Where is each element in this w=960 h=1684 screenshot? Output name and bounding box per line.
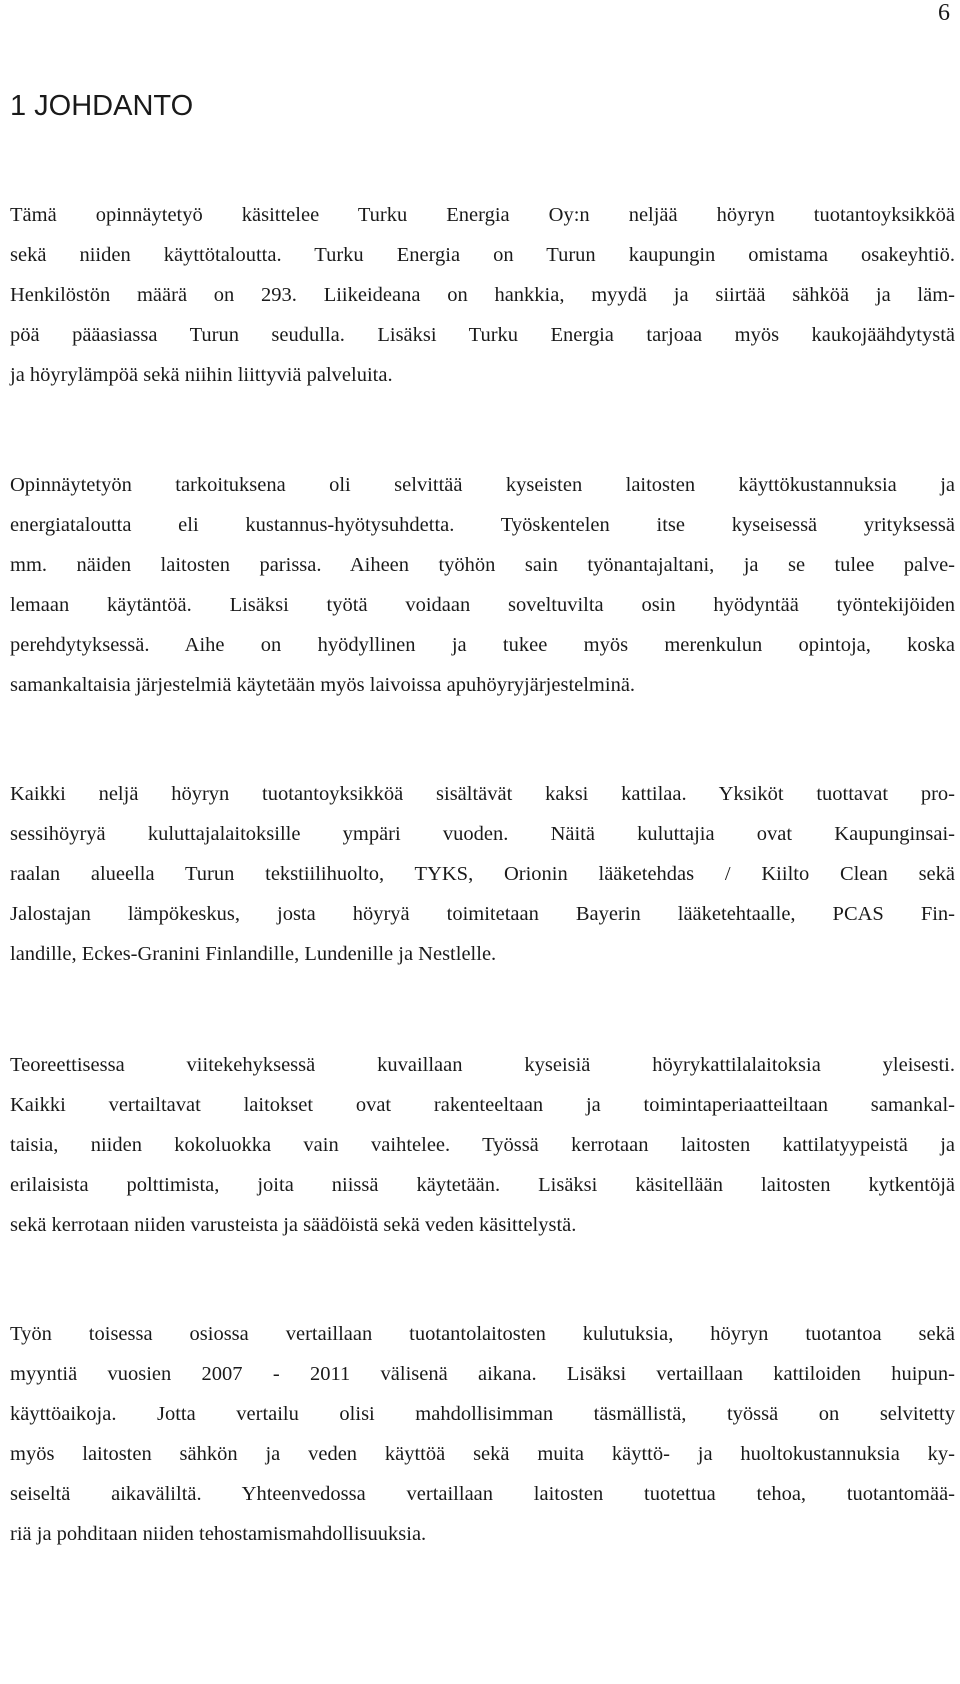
paragraph-2 [10,465,955,705]
text-line: erilaisista polttimista, joita niissä käytetään. Lisäksi käsitellään laitosten kytkentöjä [10,1174,955,1196]
text-line: Tämä opinnäytetyö käsittelee Turku Energia Oy:n neljää höyryn tuotantoyksikköä [10,204,955,226]
paragraph-3 [10,774,955,974]
text-line: energiataloutta eli kustannus-hyötysuhdetta. Työskentelen itse kyseisessä yrityksessä [10,514,955,536]
text-line: landille, Eckes-Granini Finlandille, Lundenille ja Nestlelle. [10,943,497,965]
text-line: Henkilöstön määrä on 293. Liikeideana on hankkia, myydä ja siirtää sähköä ja läm- [10,284,955,306]
text-line: lemaan käytäntöä. Lisäksi työtä voidaan soveltuvilta osin hyödyntää työntekijöiden [10,594,955,616]
text-line: sekä niiden käyttötaloutta. Turku Energia on Turun kaupungin omistama osakeyhtiö. [10,244,955,266]
text-line: perehdytyksessä. Aihe on hyödyllinen ja tukee myös merenkulun opintoja, koska [10,634,955,656]
text-line: ja höyrylämpöä sekä niihin liittyviä palveluita. [10,364,393,386]
text-line: Teoreettisessa viitekehyksessä kuvaillaan kyseisiä höyrykattilalaitoksia yleisesti. [10,1054,955,1076]
text-line: Opinnäytetyön tarkoituksena oli selvittää kyseisten laitosten käyttökustannuksia ja [10,474,955,496]
text-line: sekä kerrotaan niiden varusteista ja säädöistä sekä veden käsittelystä. [10,1214,577,1236]
text-line: myyntiä vuosien 2007 - 2011 välisenä aikana. Lisäksi vertaillaan kattiloiden huipun- [10,1363,955,1385]
text-line: myös laitosten sähkön ja veden käyttöä sekä muita käyttö- ja huoltokustannuksia ky- [10,1443,955,1465]
text-line: Kaikki neljä höyryn tuotantoyksikköä sisältävät kaksi kattilaa. Yksiköt tuottavat pro- [10,783,955,805]
text-line: mm. näiden laitosten parissa. Aiheen työhön sain työnantajaltani, ja se tulee palve- [10,554,955,576]
text-line: Työn toisessa osiossa vertaillaan tuotantolaitosten kulutuksia, höyryn tuotantoa sekä [10,1323,955,1345]
text-line: Jalostajan lämpökeskus, josta höyryä toimitetaan Bayerin lääketehtaalle, PCAS Fin- [10,903,955,925]
page-number: 6 [938,0,950,26]
text-line: samankaltaisia järjestelmiä käytetään myös laivoissa apuhöyryjärjestelminä. [10,674,636,696]
text-line: taisia, niiden kokoluokka vain vaihtelee. Työssä kerrotaan laitosten kattilatyypeistä ja [10,1134,955,1156]
paragraph-4 [10,1045,955,1245]
text-line: käyttöaikoja. Jotta vertailu olisi mahdollisimman täsmällistä, työssä on selvitetty [10,1403,955,1425]
text-line: sessihöyryä kuluttajalaitoksille ympäri vuoden. Näitä kuluttajia ovat Kaupunginsai- [10,823,955,845]
text-line: Kaikki vertailtavat laitokset ovat rakenteeltaan ja toimintaperiaatteiltaan samankal- [10,1094,955,1116]
text-line: raalan alueella Turun tekstiilihuolto, TYKS, Orionin lääketehdas / Kiilto Clean sekä [10,863,955,885]
text-line: seiseltä aikaväliltä. Yhteenvedossa vertaillaan laitosten tuotettua tehoa, tuotantomää- [10,1483,955,1505]
paragraph-1 [10,195,955,395]
chapter-heading: 1 JOHDANTO [10,90,194,122]
text-line: riä ja pohditaan niiden tehostamismahdollisuuksia. [10,1523,427,1545]
paragraph-5 [10,1314,955,1554]
text-line: pöä pääasiassa Turun seudulla. Lisäksi Turku Energia tarjoaa myös kaukojäähdytystä [10,324,955,346]
